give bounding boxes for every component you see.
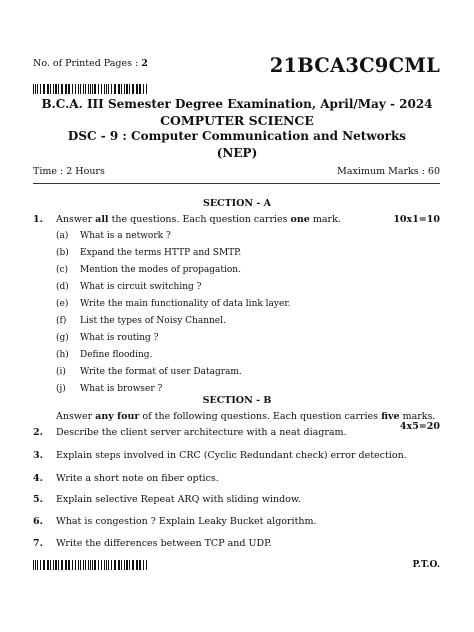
exam-title: B.C.A. III Semester Degree Examination, April/May - 2024 <box>41 97 433 111</box>
sub-question-text: Write the format of user Datagram. <box>80 367 242 377</box>
question-text: Explain selective Repeat ARQ with sliding window. <box>56 494 301 505</box>
section-b-heading: SECTION - B <box>202 395 272 406</box>
marks-allocation: 4x5=20 <box>399 421 440 432</box>
scheme-title: (NEP) <box>216 146 258 160</box>
question-text: Write the differences between TCP and UDP. <box>56 538 272 549</box>
barcode-bottom <box>33 560 151 570</box>
sub-question-text: List the types of Noisy Channel. <box>80 316 226 326</box>
sub-question-label: (f) <box>56 316 67 326</box>
question-text: Write a short note on fiber optics. <box>56 473 219 484</box>
course-title: DSC - 9 : Computer Communication and Networks <box>67 129 407 143</box>
sub-question-label: (b) <box>56 248 69 258</box>
section-a-instruction: Answer all the questions. Each question carries one mark. <box>56 214 341 225</box>
printed-pages <box>33 58 148 69</box>
printed-pages-value: 2 <box>141 58 148 69</box>
sub-question-text: What is circuit switching ? <box>80 282 202 292</box>
sub-question-label: (g) <box>56 333 69 343</box>
question-number: 2. <box>33 427 43 438</box>
max-marks: Maximum Marks : 60 <box>337 166 440 177</box>
sub-question-label: (a) <box>56 231 69 241</box>
question-text: What is congestion ? Explain Leaky Bucket algorithm. <box>56 516 317 527</box>
divider <box>33 183 440 184</box>
section-b-instruction: Answer any four of the following questions. Each question carries five marks. <box>56 411 436 422</box>
time-allowed: Time : 2 Hours <box>33 166 105 177</box>
sub-question-text: Write the main functionality of data link layer. <box>80 299 291 309</box>
section-a-heading: SECTION - A <box>202 198 272 209</box>
sub-question-text: Expand the terms HTTP and SMTP. <box>80 248 242 258</box>
sub-question-label: (d) <box>56 282 69 292</box>
please-turn-over: P.T.O. <box>412 560 440 570</box>
question-number: 6. <box>33 516 43 527</box>
sub-question-label: (j) <box>56 384 66 394</box>
sub-question-label: (e) <box>56 299 69 309</box>
paper-code: 21BCA3C9CML <box>269 54 440 77</box>
question-text: Describe the client server architecture with a neat diagram. <box>56 427 347 438</box>
sub-question-label: (h) <box>56 350 69 360</box>
sub-question-label: (i) <box>56 367 66 377</box>
subject-title: COMPUTER SCIENCE <box>160 113 314 128</box>
question-number: 4. <box>33 473 43 484</box>
question-number: 1. <box>33 214 43 225</box>
question-number: 7. <box>33 538 43 549</box>
sub-question-text: Define flooding. <box>80 350 153 360</box>
sub-question-text: Mention the modes of propagation. <box>80 265 241 275</box>
question-number: 3. <box>33 450 43 461</box>
question-number: 5. <box>33 494 43 505</box>
sub-question-label: (c) <box>56 265 69 275</box>
sub-question-text: What is browser ? <box>80 384 163 394</box>
marks-allocation: 10x1=10 <box>393 214 440 225</box>
sub-question-text: What is routing ? <box>80 333 159 343</box>
question-text: Explain steps involved in CRC (Cyclic Redundant check) error detection. <box>56 450 407 461</box>
sub-question-text: What is a network ? <box>80 231 171 241</box>
printed-pages-label: No. of Printed Pages : <box>33 58 139 69</box>
barcode-top <box>33 84 151 94</box>
